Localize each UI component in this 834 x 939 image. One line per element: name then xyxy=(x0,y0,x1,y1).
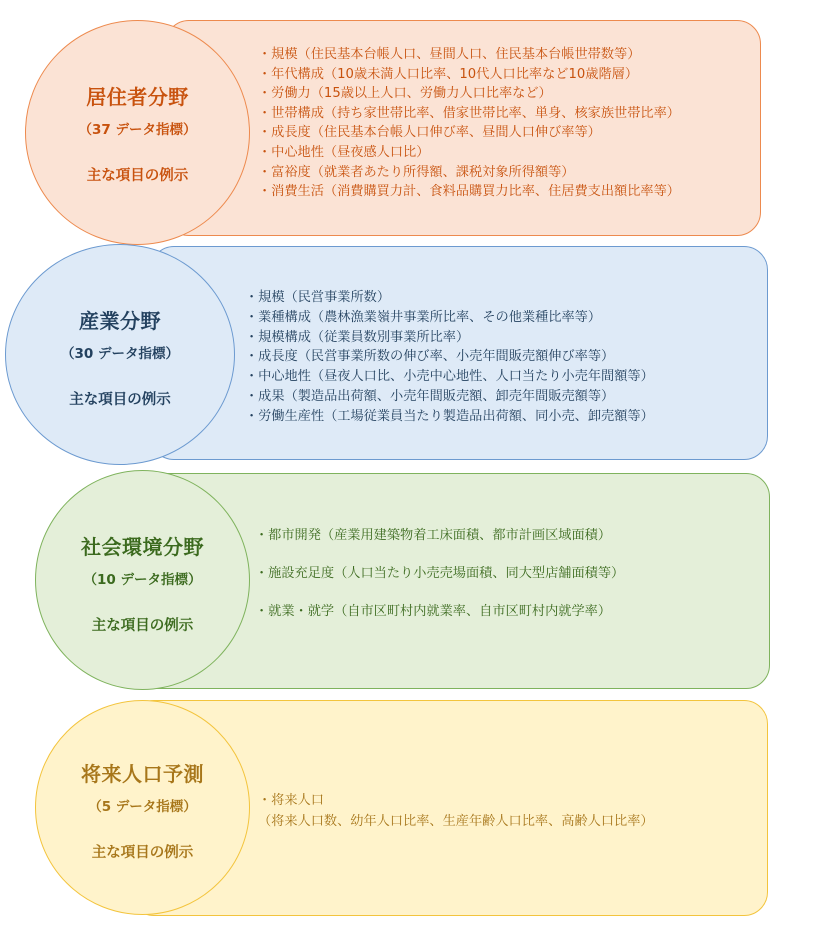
list-item: ・中心地性（昼夜人口比、小売中心地性、人口当たり小売年間額等） xyxy=(245,369,654,385)
population-projection-item-list xyxy=(258,790,654,832)
population-projection-example-label: 主な項目の例示 xyxy=(91,845,194,861)
list-item: ・消費生活（消費購買力計、食料品購買力比率、住居費支出額比率等） xyxy=(258,184,680,200)
list-item: ・規模（民営事業所数） xyxy=(245,290,391,305)
social-environment-title: 社会環境分野 xyxy=(81,535,204,559)
list-item: ・規模構成（従業員数別事業所比率） xyxy=(245,329,470,345)
industry-example-label: 主な項目の例示 xyxy=(69,392,171,408)
residents-example-label: 主な項目の例示 xyxy=(86,168,189,184)
list-item: ・労働生産性（工場従業員当たり製造品出荷額、同小売、卸売額等） xyxy=(245,408,654,424)
list-item: ・規模（住民基本台帳人口、昼間人口、住民基本台帳世帯数等） xyxy=(258,47,641,62)
social-environment-item-list xyxy=(255,517,624,631)
list-item: ・成果（製造品出荷額、小売年間販売額、卸売年間販売額等） xyxy=(245,388,615,404)
population-projection-circle xyxy=(35,700,250,915)
social-environment-indicator-count: （10 データ指標） xyxy=(83,572,202,588)
list-item: ・労働力（15歳以上人口、労働力人口比率など） xyxy=(258,86,552,102)
list-item: ・成長度（住民基本台帳人口伸び率、昼間人口伸び率等） xyxy=(258,125,601,141)
industry-item-list xyxy=(245,288,654,427)
residents-item-list xyxy=(258,45,680,202)
list-item: ・世帯構成（持ち家世帯比率、借家世帯比率、単身、核家族世帯比率） xyxy=(258,105,680,121)
list-item: ・年代構成（10歳未満人口比率、10代人口比率など10歳階層） xyxy=(258,66,639,82)
industry-indicator-count: （30 データ指標） xyxy=(61,346,179,362)
list-item: ・都市開発（産業用建築物着工床面積、都市計画区域面積） xyxy=(255,528,612,543)
residents-circle xyxy=(25,20,250,245)
list-item: ・将来人口 xyxy=(258,793,324,808)
residents-title: 居住者分野 xyxy=(86,85,189,109)
residents-indicator-count: （37 データ指標） xyxy=(78,122,197,138)
industry-circle xyxy=(5,244,235,465)
list-item: ・成長度（民営事業所数の伸び率、小売年間販売額伸び率等） xyxy=(245,349,615,365)
industry-title: 産業分野 xyxy=(79,309,161,333)
social-environment-circle xyxy=(35,470,250,690)
social-environment-example-label: 主な項目の例示 xyxy=(91,618,194,634)
population-projection-title: 将来人口予測 xyxy=(81,762,204,786)
list-item: ・業種構成（農林漁業嶺井事業所比率、その他業種比率等） xyxy=(245,309,602,325)
list-item: ・中心地性（昼夜感人口比） xyxy=(258,144,430,160)
list-item: （将来人口数、幼年人口比率、生産年齢人口比率、高齢人口比率） xyxy=(258,814,654,829)
list-item: ・施設充足度（人口当たり小売売場面積、同大型店舗面積等） xyxy=(255,566,625,581)
population-projection-indicator-count: （5 データ指標） xyxy=(88,799,197,815)
list-item: ・富裕度（就業者あたり所得額、課税対象所得額等） xyxy=(258,164,575,180)
list-item: ・就業・就学（自市区町村内就業率、自市区町村内就学率） xyxy=(255,604,612,619)
